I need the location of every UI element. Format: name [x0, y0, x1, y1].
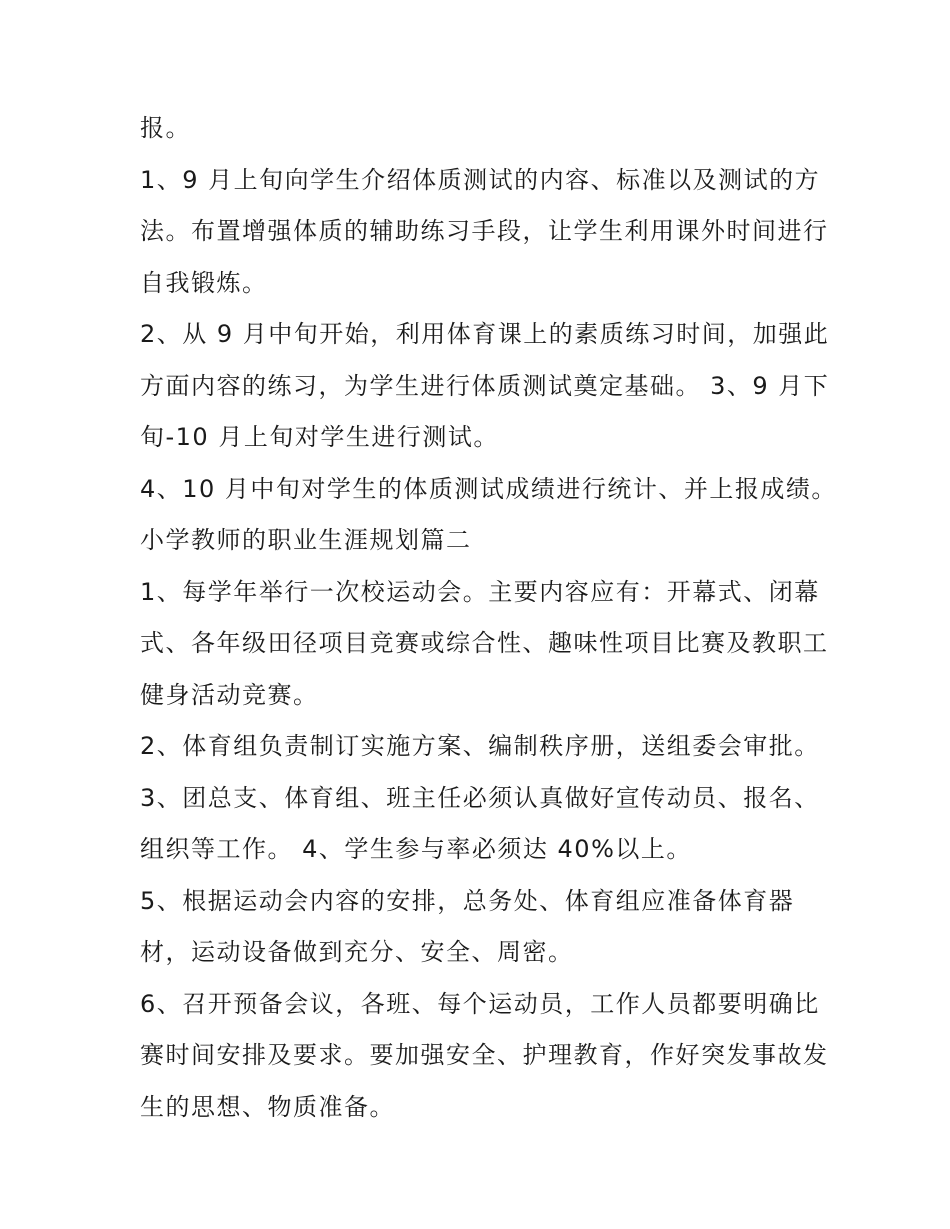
text-line: 材，运动设备做到充分、安全、周密。 — [140, 938, 574, 966]
text-line: 报。 — [140, 114, 191, 142]
text-line: 1、每学年举行一次校运动会。主要内容应有：开幕式、闭幕 — [140, 577, 820, 606]
text-line: 4、10 月中旬对学生的体质测试成绩进行统计、并上报成绩。 — [140, 474, 837, 503]
text-line: 自我锻炼。 — [140, 268, 268, 297]
text-line: 5、根据运动会内容的安排，总务处、体育组应准备体育器 — [140, 886, 795, 915]
text-line: 3、团总支、体育组、班主任必须认真做好宣传动员、报名、 — [140, 783, 820, 812]
text-line: 赛时间安排及要求。要加强安全、护理教育，作好突发事故发 — [140, 1041, 829, 1069]
text-line: 生的思想、物质准备。 — [140, 1092, 395, 1121]
text-line: 方面内容的练习，为学生进行体质测试奠定基础。 3、9 月下 — [140, 371, 830, 400]
text-line: 旬-10 月上旬对学生进行测试。 — [140, 423, 499, 451]
text-line: 2、从 9 月中旬开始，利用体育课上的素质练习时间，加强此 — [140, 320, 830, 348]
text-line: 式、各年级田径项目竞赛或综合性、趣味性项目比赛及教职工 — [140, 629, 829, 657]
section-heading: 小学教师的职业生涯规划篇二 — [140, 526, 472, 554]
text-line: 法。布置增强体质的辅助练习手段，让学生利用课外时间进行 — [140, 217, 829, 245]
text-line: 组织等工作。 4、学生参与率必须达 40%以上。 — [140, 835, 692, 863]
text-line: 1、9 月上旬向学生介绍体质测试的内容、标准以及测试的方 — [140, 165, 821, 194]
text-line: 健身活动竞赛。 — [140, 680, 319, 709]
text-line: 2、体育组负责制订实施方案、编制秩序册，送组委会审批。 — [140, 732, 820, 760]
text-line: 6、召开预备会议，各班、每个运动员，工作人员都要明确比 — [140, 989, 820, 1018]
document-body — [140, 103, 837, 1133]
